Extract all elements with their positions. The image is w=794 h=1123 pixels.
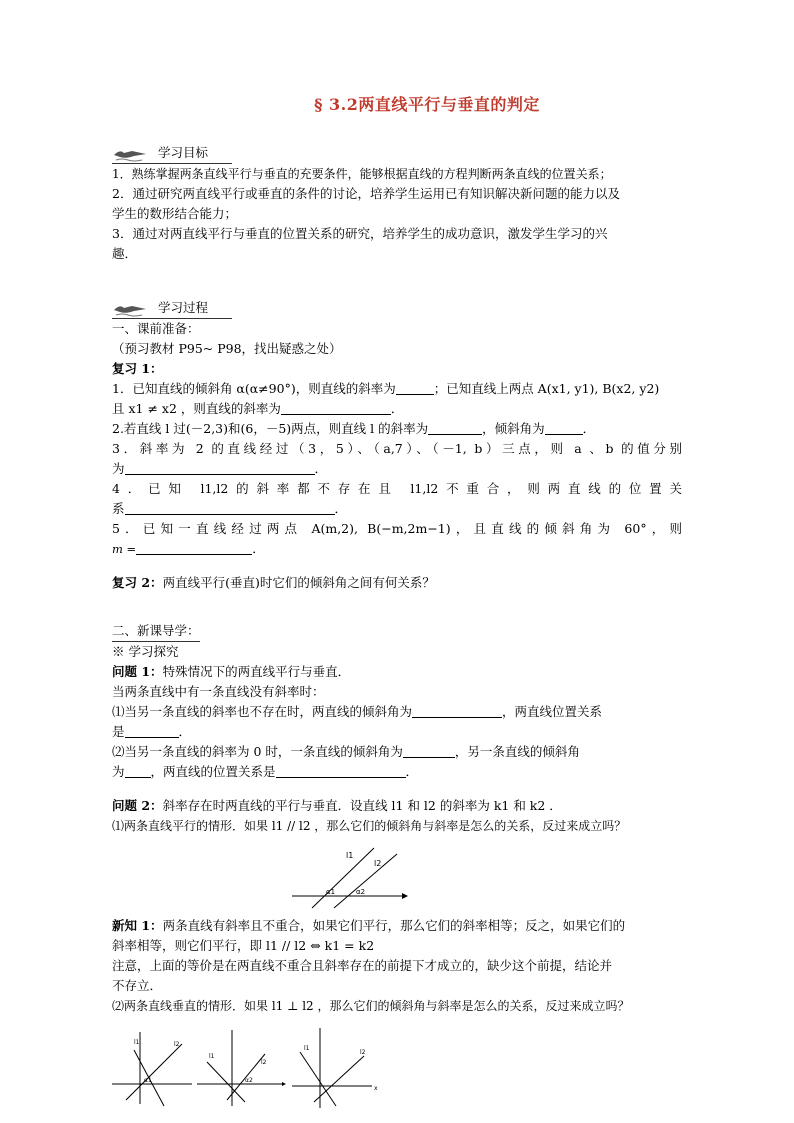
answer-blank[interactable]	[276, 763, 406, 778]
problem-1-i: ⑴当另一条直线的斜率也不存在时，两直线的倾斜角为 ，两直线位置关系	[112, 704, 603, 719]
problem-2-ii: ⑵两条直线垂直的情形．如果 l1 ⊥ l2 ，那么它们的倾斜角与斜率是怎么的关系，反过来成立吗？	[112, 999, 630, 1013]
svg-text:α2: α2	[245, 1077, 253, 1084]
explore-label: ※ 学习探究	[112, 644, 179, 659]
problem-2: 问题 2：斜率存在时两直线的平行与垂直．设直线 l1 和 l2 的斜率为 k1 和 k2 ．	[112, 798, 562, 813]
problem-1-i-cont: 是 ．	[112, 724, 192, 739]
problem-2-i: ⑴两条直线平行的情形．如果 l1 // l2 ，那么它们的倾斜角与斜率是怎么的关系，反过来成立吗？	[112, 819, 627, 833]
goal-item: 趣．	[112, 246, 138, 261]
process-heading-text: 学习过程	[158, 300, 209, 315]
review2: 复习 2：两直线平行(垂直)时它们的倾斜角之间有何关系？	[112, 575, 435, 590]
answer-blank[interactable]	[125, 763, 151, 778]
answer-blank[interactable]	[136, 540, 252, 555]
problem-1-ii-cont: 为 ，两直线的位置关系是 ．	[112, 764, 419, 779]
question-5-cont: m = ．	[112, 541, 265, 556]
sketch-c	[292, 1028, 378, 1108]
goal-item: 1．熟练掌握两条直线平行与垂直的充要条件，能够根据直线的方程判断两条直线的位置关系；	[112, 167, 612, 181]
answer-blank[interactable]	[281, 400, 391, 415]
new-knowledge-1-b: 斜率相等，则它们平行，即 l1 // l2 ⇔ k1 = k2	[112, 938, 375, 953]
pre-note: （预习教材 P95~ P98，找出疑惑之处）	[112, 341, 342, 356]
label-l2: l2	[374, 859, 382, 868]
sketch-a	[112, 1032, 192, 1106]
problem-1-intro: 当两条直线中有一条直线没有斜率时：	[112, 684, 325, 699]
question-3: 3．斜率为 2 的直线经过（3，5）、（a,7）、（－1, b）三点，则 a 、b 的值分别	[112, 441, 682, 456]
question-4: 4．已知 l1,l2的斜率都不存在且 l1,l2不重合，则两直线的位置关	[112, 481, 682, 496]
answer-blank[interactable]	[428, 420, 482, 435]
answer-blank[interactable]	[403, 743, 455, 758]
new-lesson-title: 二、新课导学：	[112, 621, 200, 642]
question-1-cont: 且 x1 ≠ x2 ，则直线的斜率为 ．	[112, 401, 404, 416]
answer-blank[interactable]	[545, 420, 583, 435]
answer-blank[interactable]	[125, 723, 179, 738]
svg-text:l1: l1	[134, 1039, 140, 1046]
line-l1	[312, 848, 374, 908]
svg-text:l2: l2	[174, 1041, 180, 1048]
answer-blank[interactable]	[412, 703, 502, 718]
x-axis-arrow-icon	[402, 893, 408, 899]
label-a2: α2	[356, 888, 366, 896]
goals-heading	[112, 141, 232, 164]
svg-text:l1: l1	[304, 1045, 310, 1052]
answer-blank[interactable]	[125, 500, 335, 515]
sketch-b	[197, 1030, 286, 1106]
worksheet-page	[112, 95, 682, 1112]
new-knowledge-1-d: 不存立．	[112, 978, 163, 993]
svg-text:l2: l2	[261, 1059, 267, 1066]
process-heading	[112, 296, 232, 319]
goal-item: 学生的数形结合能力；	[112, 206, 238, 221]
question-2: 2.若直线 l 过(－2,3)和(6，－5)两点，则直线 l 的斜率为 ，倾斜角为 ．	[112, 421, 596, 436]
bird-icon	[112, 300, 150, 318]
new-knowledge-1: 新知 1：两条直线有斜率且不重合，如果它们平行，那么它们的斜率相等；反之，如果它们的	[112, 918, 626, 933]
goal-item: 3．通过对两直线平行与垂直的位置关系的研究，培养学生的成功意识，激发学生学习的兴	[112, 226, 608, 241]
svg-text:α1: α1	[144, 1077, 152, 1084]
answer-blank[interactable]	[396, 380, 434, 395]
parallel-lines-figure	[112, 836, 682, 916]
goals-heading-text: 学习目标	[158, 145, 209, 160]
line-l2	[334, 854, 397, 908]
goal-item: 2．通过研究两直线平行或垂直的条件的讨论，培养学生运用已有知识解决新问题的能力以及	[112, 186, 620, 201]
problem-1-ii: ⑵当另一条直线的斜率为 0 时，一条直线的倾斜角为 ，另一条直线的倾斜角	[112, 744, 580, 759]
svg-text:l2: l2	[360, 1049, 366, 1056]
new-knowledge-1-c: 注意，上面的等价是在两直线不重合且斜率存在的前提下才成立的，缺少这个前提，结论并	[112, 958, 613, 973]
svg-text:l1: l1	[209, 1053, 215, 1060]
x-axis-arrow-icon	[282, 1082, 286, 1086]
review1-label: 复习 1：	[112, 361, 163, 376]
answer-blank[interactable]	[125, 460, 315, 475]
problem-1: 问题 1：特殊情况下的两直线平行与垂直．	[112, 664, 351, 679]
bird-icon	[112, 145, 150, 163]
question-4-cont: 系 ．	[112, 501, 348, 516]
label-l1: l1	[346, 851, 354, 860]
perpendicular-lines-figure	[112, 1022, 682, 1112]
pre-title: 一、课前准备：	[112, 321, 200, 336]
page-title: § 3.2两直线平行与垂直的判定	[314, 95, 540, 114]
svg-text:x: x	[374, 1085, 378, 1092]
question-1: 1．已知直线的倾斜角 α(α≠90°)，则直线的斜率为 ；已知直线上两点 A(x1, y1), B(x2, y2)	[112, 381, 660, 396]
question-5: 5．已知一直线经过两点 A(m,2), B(−m,2m−1)，且直线的倾斜角为 60°，则	[112, 521, 682, 536]
label-a1: α1	[326, 888, 336, 896]
question-3-cont: 为 ．	[112, 461, 328, 476]
